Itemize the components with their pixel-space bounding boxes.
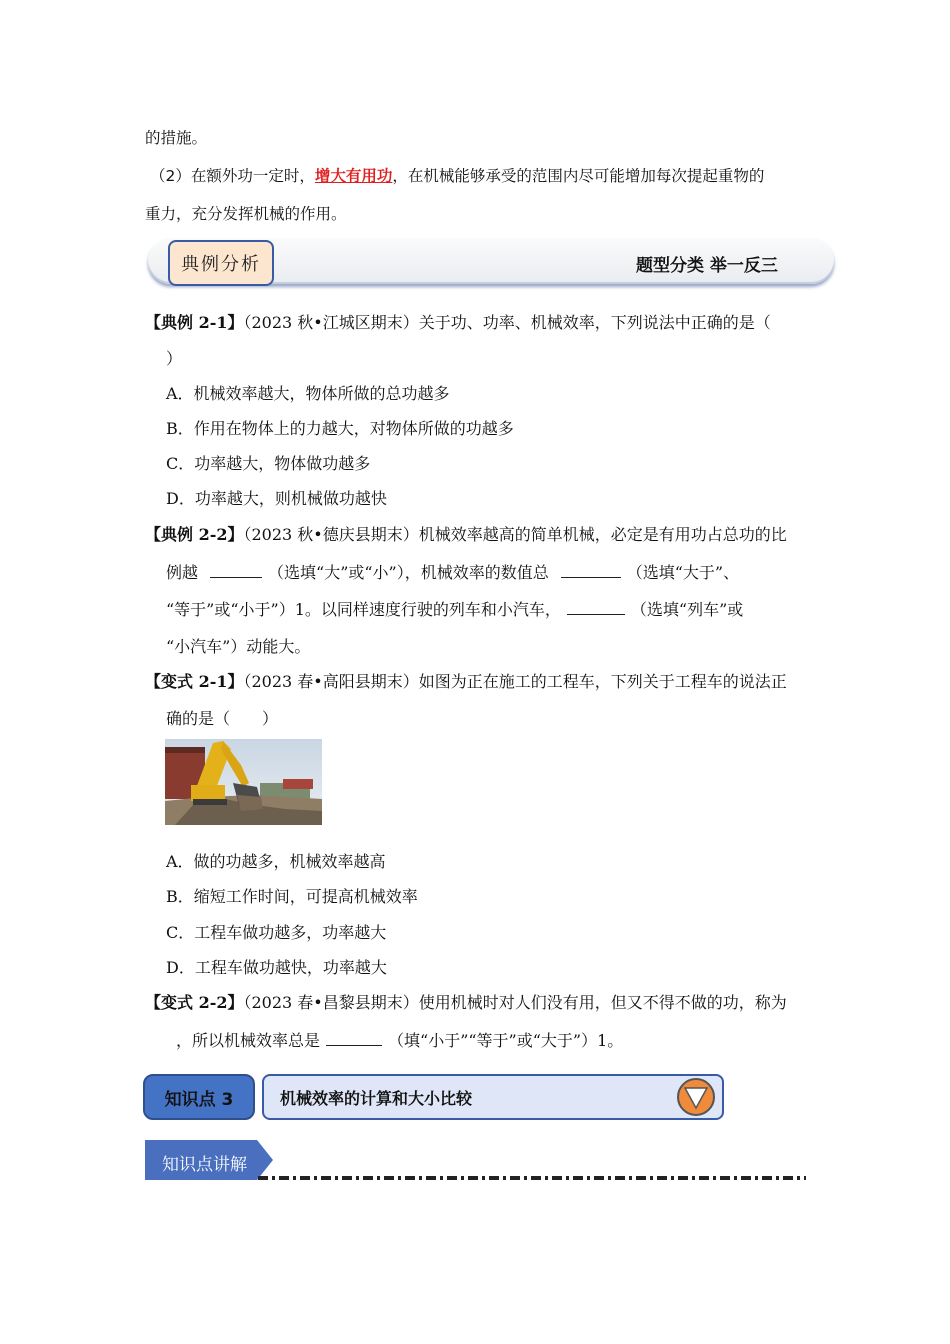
example-2-1-text: （2023 秋•江城区期末）关于功、功率、机械效率，下列说法中正确的是（ [243, 313, 771, 332]
example-2-2-text: （2023 秋•德庆县期末）机械效率越高的简单机械，必定是有用功占总功的比 [243, 525, 787, 544]
text-segment: （选填“列车”或 [630, 600, 744, 619]
variant-2-1-line-1 [145, 672, 787, 692]
answer-blank[interactable] [567, 600, 625, 615]
answer-blank[interactable] [210, 563, 262, 578]
text-segment: ，所以机械效率总是 [176, 1031, 321, 1050]
intro-line-2: 重力，充分发挥机械的作用。 [145, 205, 347, 223]
variant-2-1-label: 【变式 2-1】 [145, 672, 244, 691]
highlight-text: 增大有用功 [314, 167, 393, 185]
example-2-1-label: 【典例 2-1】 [145, 313, 244, 332]
text-segment: （选填“大于”、 [626, 563, 740, 582]
variant-2-2-label: 【变式 2-2】 [145, 993, 244, 1012]
variant-2-1-line-2: 确的是（ ） [166, 709, 279, 728]
chevron-down-icon [676, 1077, 716, 1117]
option-c: C．工程车做功越多，功率越大 [166, 923, 387, 942]
variant-2-2-line-1 [145, 993, 787, 1013]
example-2-2-line-4: “小汽车”）动能大。 [166, 637, 311, 656]
option-a: A．机械效率越大，物体所做的总功越多 [166, 384, 450, 403]
option-b: B．作用在物体上的力越大，对物体所做的功越多 [166, 419, 514, 438]
text-segment: （选填“大”或“小”），机械效率的数值总 [268, 563, 549, 582]
dashed-divider [258, 1176, 806, 1180]
variant-2-2-text: （2023 春•昌黎县期末）使用机械时对人们没有用，但又不得不做的功，称为 [243, 993, 787, 1012]
option-a: A．做的功越多，机械效率越高 [166, 852, 386, 871]
option-d: D．工程车做功越快，功率越大 [166, 958, 387, 977]
variant-2-1-text: （2023 春•高阳县期末）如图为正在施工的工程车，下列关于工程车的说法正 [243, 672, 787, 691]
intro-line-0: 的措施。 [145, 129, 208, 147]
text-segment: “等于”或“小于”）1。以同样速度行驶的列车和小汽车， [166, 600, 561, 619]
banner-subtitle: 题型分类 举一反三 [636, 256, 778, 276]
example-2-2-line-2 [166, 563, 739, 583]
text-segment: （填“小于”“等于”或“大于”）1。 [388, 1031, 624, 1050]
answer-blank[interactable] [561, 563, 621, 578]
knowledge-point-title: 机械效率的计算和大小比较 [262, 1074, 724, 1120]
text-segment: 例越 [166, 563, 199, 582]
intro-line-1-post: ，在机械能够承受的范围内尽可能增加每次提起重物的 [392, 167, 765, 185]
intro-line-1 [150, 166, 764, 186]
knowledge-point-badge: 知识点 3 [143, 1074, 255, 1120]
option-d: D．功率越大，则机械做功越快 [166, 489, 387, 508]
example-2-2-label: 【典例 2-2】 [145, 525, 244, 544]
section-tab-label: 知识点讲解 [162, 1155, 247, 1175]
intro-line-1-pre: （2）在额外功一定时， [150, 167, 315, 185]
option-c: C．功率越大，物体做功越多 [166, 454, 371, 473]
banner-tag: 典例分析 [168, 240, 274, 286]
example-2-2-line-3 [166, 600, 743, 620]
excavator-photo [165, 739, 322, 825]
variant-2-2-line-2 [176, 1031, 623, 1051]
example-2-1-paren: ） [166, 349, 183, 368]
example-2-1-stem [145, 313, 771, 333]
option-b: B．缩短工作时间，可提高机械效率 [166, 887, 418, 906]
example-2-2-line-1 [145, 525, 787, 545]
answer-blank[interactable] [326, 1031, 382, 1046]
